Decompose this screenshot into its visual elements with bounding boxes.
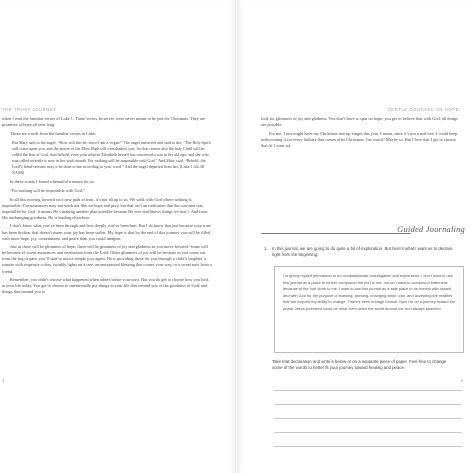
right-page	[237, 0, 473, 473]
paragraph: Just as there will be glimmers of hope, there will be glimmers of joy and gladness as you move forward. Some will be because of sweet assurances and revelations from the Lord. Other glimmers of joy will be because as you come out from the fog of pain, you’ll start to notice simple joys again. He is providing those for you through a child’s laughter, a sunrise with exquisite colors, twinkly lights on a tree, an unexpected blessing that comes your way, or a sweet note from a friend.	[2, 244, 212, 274]
declaration-text: I’m giving myself permission to do compassionate investigation and exploration. I don’t want to use this journal as a place to further compound the hurt in me, nor do I want to compound bitterness because of the hurt done to me. I want to use this journal as a safe place to be honest with myself and with God for the purpose of learning, growing, changing what I can, and accepting the realities that are beyond my ability to change. There’s been enough turmoil. Now I’m on a journey toward the peace Jesus promised could be mine even when the world around me isn’t always peaceful.	[283, 273, 456, 311]
section-heading	[261, 224, 465, 238]
left-body-text	[2, 116, 212, 298]
paragraph: In all this moving forward on a new path of trust, it’s not all up to us. We walk with God where nothing is impossible. Circumstances may not work out like we hope and pray, but that isn’t an indication that the outcome was impossible for God. It means He’s making another plan possible because He sees and knows things we don’t. And from His unchanging goodness, He is leading elsewhere.	[2, 196, 208, 220]
writing-line[interactable]	[274, 446, 462, 447]
page-number-right: 5	[460, 378, 463, 383]
left-page	[0, 0, 236, 473]
paragraph: “For nothing will be impossible with God.”	[10, 187, 85, 193]
writing-line[interactable]	[274, 390, 462, 391]
writing-lines[interactable]	[274, 390, 462, 460]
writing-line[interactable]	[274, 418, 462, 419]
prompt-number: 1.	[264, 246, 268, 251]
running-header-left: THE TRUST JOURNEY	[2, 107, 57, 112]
prompt-text: In this journal, we are going to do quite a bit of exploration. But here’s what I want us to declare right from the beginning:	[272, 246, 453, 258]
section-heading-text: Guided Journaling	[397, 224, 465, 234]
paragraph: Those are words from the familiar verses in Luke:	[10, 130, 97, 136]
writing-line[interactable]	[274, 404, 462, 405]
declaration-box	[274, 266, 464, 353]
prompt-text: Take that declaration and write it below or on a separate piece of paper. Feel free to change some of the words to better fit your journey toward healing and peace.	[272, 359, 447, 371]
page-number-left: 4	[2, 378, 5, 383]
paragraph: I don’t know what you’ve been through and how deeply you’ve been hurt. But I do know that just because your trust has been broken, that doesn’t mean your joy has been stolen. My hope is that by the end of this journey you will be filled with more hope, joy, contentment, and peace than you could imagine.	[2, 223, 211, 241]
paragraph: when I read the familiar verses of Luke 1. These verses, however, were never meant to be just for Christmas. They are promises of hope all year long.	[2, 116, 206, 128]
running-header-right: GENTLE COUNSEL ON HOPE	[387, 107, 459, 112]
writing-line[interactable]	[274, 432, 462, 433]
scripture-quote: But Mary said to the angel, “How will this be, since I am a virgin?” The angel answered and said to her, “The Holy Spirit will come upon you, and the power of the Most High will overshadow you; for that reason also the holy Child will be called the Son of God. And behold, even your relative Elizabeth herself has conceived a son in her old age; and she who was called infertile is now in her sixth month. For nothing will be impossible with God.” And Mary said, “Behold, the Lord’s bond-servant; may it be done to me according to your word.” And the angel departed from her. (Luke 1:34–38 NASB)	[12, 139, 211, 176]
paragraph: In these words I found a beautiful treasure for us:	[10, 179, 95, 185]
paragraph: For me, I just might have my Christmas tree up longer this year. I mean, since it’s not a real tree, I could keep redecorating it for every holiday that comes after Christmas. Too much? Maybe so. But I love that I get to choose that (if I want to).	[261, 130, 458, 148]
right-body-text	[261, 116, 463, 151]
paragraph: look for glimmers of joy and gladness. You don’t have to spin on hope; you get to believe that with God, all things are possible.	[261, 116, 458, 128]
heading-rule	[261, 233, 411, 234]
paragraph: Remember, you didn’t choose what happened when others broke your trust. But you do get to choose how you look at your life today. You get to choose to intentionally put things in your life that remind you of the goodness of God, and things that remind you to	[2, 277, 209, 295]
